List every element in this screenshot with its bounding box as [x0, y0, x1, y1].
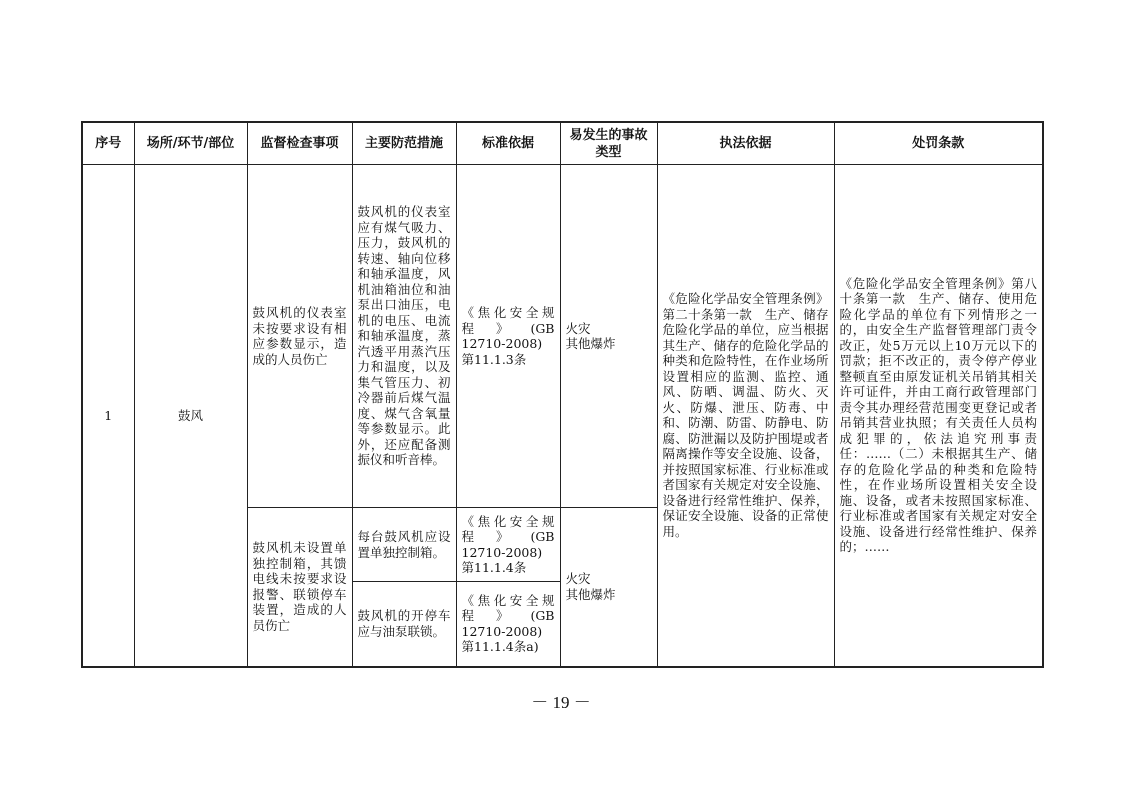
header-standard: 标准依据 — [456, 122, 560, 165]
cell-penalty: 《危险化学品安全管理条例》第八十条第一款 生产、储存、使用危险化学品的单位有下列情形之一的，由安全生产监督管理部门责令改正，处5万元以上10万元以下的罚款；拒不改正的，责令停产停业整顿直至由原发证机关吊销其相关许可证件，并由工商行政管理部门责令其办理经营范围变更登记或者吊销其营业执照；有关责任人员构成犯罪的，依法追究刑事责任：……（二）未根据其生产、储存的危险化学品的种类和危险特性，在作业场所设置相关安全设施、设备，或者未按照国家标准、行业标准或者国家有关规定对安全设施、设备进行经常性维护、保养的；…… — [834, 165, 1043, 667]
header-row — [82, 122, 1043, 165]
header-accident: 易发生的事故类型 — [560, 122, 657, 165]
cell-standard-2a: 《焦化安全规程》(GB 12710-2008)第11.1.4条 — [456, 508, 560, 582]
cell-seq: 1 — [82, 165, 134, 667]
cell-standard-1: 《焦化安全规程》(GB 12710-2008)第11.1.3条 — [456, 165, 560, 508]
cell-measure-2b: 鼓风机的开停车应与油泵联锁。 — [352, 582, 456, 667]
header-inspection: 监督检查事项 — [247, 122, 352, 165]
header-measures: 主要防范措施 — [352, 122, 456, 165]
cell-inspection-2: 鼓风机未设置单独控制箱，其馈电线未按要求设报警、联锁停车装置，造成的人员伤亡 — [247, 508, 352, 667]
cell-measure-2a: 每台鼓风机应设置单独控制箱。 — [352, 508, 456, 582]
header-law: 执法依据 — [657, 122, 834, 165]
table-row — [82, 165, 1043, 508]
cell-law: 《危险化学品安全管理条例》第二十条第一款 生产、储存危险化学品的单位，应当根据其生产、储存的危险化学品的种类和危险特性，在作业场所设置相应的监测、监控、通风、防晒、调温、防火、灭火、防爆、泄压、防毒、中和、防潮、防雷、防静电、防腐、防泄漏以及防护围堤或者隔离操作等安全设施、设备，并按照国家标准、行业标准或者国家有关规定对安全设施、设备进行经常性维护、保养，保证安全设施、设备的正常使用。 — [657, 165, 834, 667]
cell-measure-1: 鼓风机的仪表室应有煤气吸力、压力，鼓风机的转速、轴向位移和轴承温度，风机油箱油位和油泵出口油压，电机的电压、电流和轴承温度，蒸汽透平用蒸汽压力和温度，以及集气管压力、初冷器前后煤气温度、煤气含氧量等参数显示。此外，还应配备测振仪和听音棒。 — [352, 165, 456, 508]
cell-accident-1: 火灾 其他爆炸 — [560, 165, 657, 508]
cell-standard-2b: 《焦化安全规程》(GB 12710-2008)第11.1.4条a) — [456, 582, 560, 667]
cell-place: 鼓风 — [134, 165, 247, 667]
cell-accident-2: 火灾 其他爆炸 — [560, 508, 657, 667]
cell-inspection-1: 鼓风机的仪表室未按要求设有相应参数显示，造成的人员伤亡 — [247, 165, 352, 508]
page-number: － 19 － — [531, 693, 591, 712]
header-seq: 序号 — [82, 122, 134, 165]
header-place: 场所/环节/部位 — [134, 122, 247, 165]
header-penalty: 处罚条款 — [834, 122, 1043, 165]
regulation-table — [81, 121, 1044, 668]
